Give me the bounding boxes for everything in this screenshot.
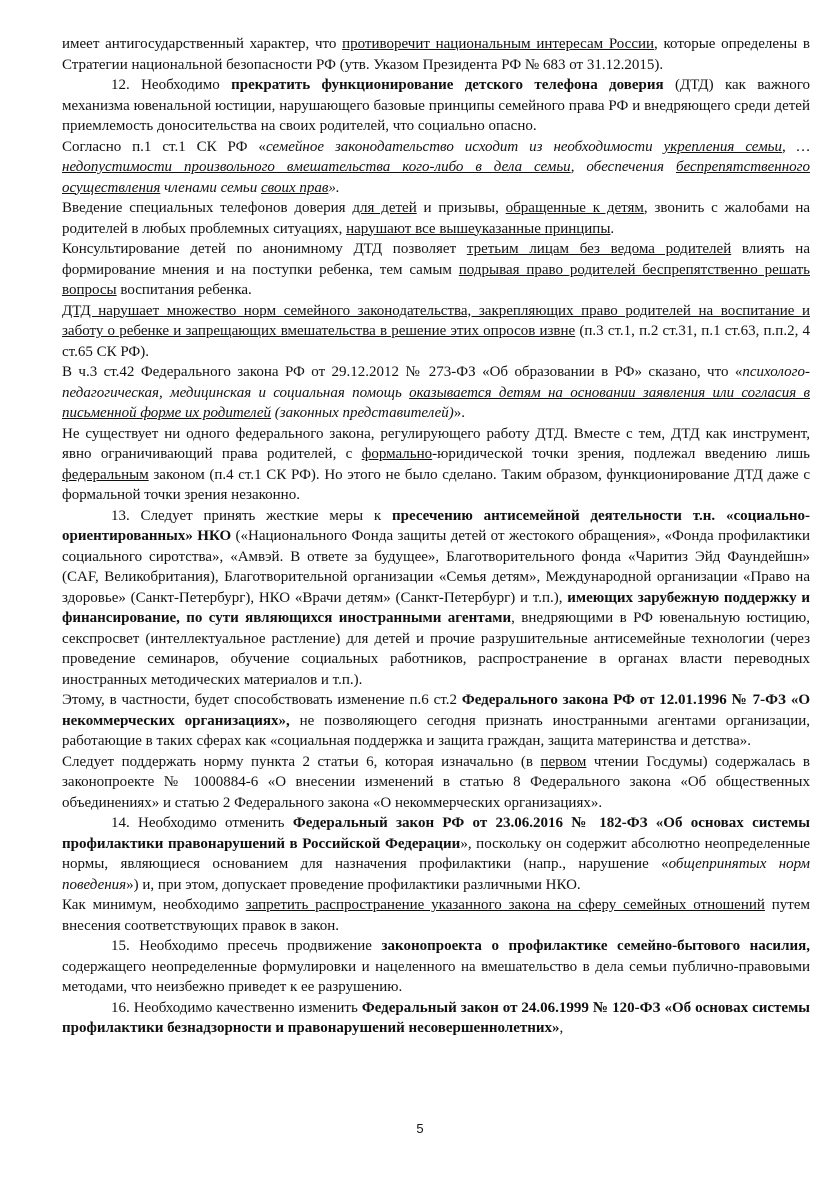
- italic-text: (законных представителей): [271, 405, 454, 421]
- italic-text: психолого-педагогическая, медицинская и социальная помощь: [62, 364, 810, 401]
- paragraph-item-14: [62, 813, 810, 895]
- underlined-text: обращенные к детям: [505, 200, 644, 216]
- italic-text: членами семьи: [160, 179, 261, 196]
- text: ») и, при этом, допускает проведение профилактики различными НКО.: [126, 876, 581, 893]
- document-page: [62, 34, 810, 1039]
- text: путем внесения соответствующих правок в закон.: [62, 897, 810, 934]
- text: (ДТД) как важного механизма ювенальной юстиции, нарушающего базовые принципы семейного права РФ и внедряющего среди детей приемлемость доносительства на своих родителей, что социально опасно.: [62, 77, 811, 134]
- bold-text: Федеральный закон от 24.06.1999 № 120-ФЗ «Об основах системы профилактики безнадзорности и правонарушений несовершеннолетних»: [62, 999, 811, 1036]
- text: Этому, в частности, будет способствовать изменение п.6 ст.2: [62, 692, 462, 708]
- paragraph-nko-law: [62, 690, 810, 752]
- text: », поскольку он содержит абсолютно неопределенные нормы, являющиеся основанием для назначения профилактики (напр., нарушение «: [62, 835, 811, 872]
- underlined-text: федеральным: [62, 466, 149, 483]
- underlined-text: формально: [361, 446, 433, 462]
- bold-text: Федеральный закон РФ от 23.06.2016 № 182-ФЗ «Об основах системы профилактики правонарушений в Российской Федерации: [62, 815, 810, 852]
- italic-text: , …: [781, 138, 810, 155]
- text: воспитания ребенка.: [116, 282, 252, 298]
- italic-underlined-text: беспрепятственного осуществления: [62, 159, 810, 196]
- text: Не существует ни одного федерального закона, регулирующего работу ДТД. Вместе с тем, ДТД как инструмент, явно ограничивающий права родителей, с: [62, 425, 810, 462]
- paragraph-item-15: [62, 936, 810, 998]
- text: и призывы,: [416, 200, 506, 216]
- paragraph-item-16: [62, 998, 810, 1039]
- paragraph-violations: [62, 301, 810, 363]
- bold-text: Федерального закона РФ от 12.01.1996 № 7-ФЗ «О некоммерческих организациях»,: [62, 692, 810, 729]
- text: , которые определены в Стратегии национальной безопасности РФ (утв. Указом Президента РФ № 683 от 31.12.2015).: [62, 36, 810, 73]
- text: , звонить с жалобами на родителей в любых проблемных ситуациях,: [62, 200, 811, 237]
- paragraph-family-code-quote: [62, 137, 810, 199]
- italic-text: , обеспечения: [570, 159, 676, 175]
- paragraph-item-13: [62, 506, 810, 691]
- paragraph-helplines: [62, 198, 810, 239]
- underlined-text: подрывая право родителей беспрепятственно решать вопросы: [62, 261, 810, 298]
- italic-text: семейное законодательство исходит из необходимости: [265, 138, 664, 155]
- text: не позволяющего сегодня признать иностранными агентами организации, работающие в таких сферах как «социальная поддержка и защита граждан, защита материнства и детства».: [62, 712, 810, 749]
- italic-underlined-text: оказывается детям на основании заявления или согласия в письменной форме их родителей: [62, 384, 810, 421]
- paragraph-1: [62, 34, 810, 75]
- text: , внедряющими в РФ ювенальную юстицию, секспросвет (интеллектуальное растление) для детей и прочие разрушительные антисемейные технологии (через проведение семинаров, обучение социальных работников, распространение в органах власти переводных иностранных методических материалов и т.п.).: [62, 610, 810, 688]
- underlined-text: третьим лицам без ведома родителей: [466, 241, 732, 257]
- text: В ч.3 ст.42 Федерального закона РФ от 29.12.2012 № 273-ФЗ «Об образовании в РФ» сказано, что «: [62, 364, 743, 380]
- paragraph-education-law: [62, 362, 810, 424]
- italic-underlined-text: укрепления семьи: [663, 138, 782, 155]
- underlined-text: первом: [540, 753, 587, 770]
- text: чтении Госдумы) содержалась в законопроекте № 1000884-6 «О внесении изменений в статью 8 Федерального закона «Об общественных объединениях» и статью 2 Федерального закона «О некоммерческих организациях».: [62, 753, 810, 811]
- text: 14. Необходимо отменить: [111, 815, 293, 831]
- underlined-text: для детей: [352, 200, 417, 216]
- underlined-text: противоречит национальным интересам России: [342, 36, 655, 52]
- text: .: [610, 220, 615, 237]
- bold-text: пресечению антисемейной деятельности т.н. «социально-ориентированных» НКО: [62, 507, 811, 544]
- text: 15. Необходимо пресечь продвижение: [111, 938, 382, 954]
- text: -юридической точки зрения, подлежал введению лишь: [432, 446, 810, 462]
- underlined-text: запретить распространение указанного закона на сферу семейных отношений: [245, 897, 765, 913]
- bold-text: законопроекта о профилактике семейно-бытового насилия,: [381, 938, 810, 954]
- italic-text: общепринятых норм поведения: [62, 856, 811, 893]
- bold-text: прекратить функционирование детского телефона доверия: [231, 77, 664, 93]
- italic-underlined-text: своих прав: [261, 179, 329, 196]
- text: 12. Необходимо: [111, 77, 232, 93]
- text: влиять на формирование мнения и на поступки ребенка, тем самым: [62, 241, 810, 278]
- text: («Национального Фонда защиты детей от жестокого обращения», «Фонда профилактики социального сиротства», «Амвэй. В ответе за будущее», Благотворительного фонда «Чаритиз Эйд Фаундейшн» (CAF, Великобритания), Благотворительной организации «Семья детям», Международной организации «Право на здоровье» (Санкт-Петербург), НКО «Врачи детям» (Санкт-Петербург) и т.п.),: [62, 528, 810, 606]
- underlined-text: нарушают все вышеуказанные принципы: [346, 220, 611, 237]
- text: ».: [453, 405, 466, 421]
- paragraph-support-norm: [62, 752, 810, 814]
- text: имеет антигосударственный характер, что: [62, 36, 343, 52]
- text: содержащего неопределенные формулировки и нацеленного на вмешательство в дела семьи публично-правовыми методами, что неизбежно приведет к ее разрушению.: [62, 958, 810, 995]
- paragraph-item-12: [62, 75, 810, 137]
- paragraph-no-federal-law: [62, 424, 810, 506]
- paragraph-consulting: [62, 239, 810, 301]
- italic-underlined-text: недопустимости произвольного вмешательства кого-либо в дела семьи: [62, 159, 571, 175]
- text: ».: [328, 179, 340, 196]
- text: Как минимум, необходимо: [62, 897, 246, 913]
- text: Введение специальных телефонов доверия: [62, 200, 353, 216]
- text: ,: [559, 1020, 564, 1036]
- bold-text: имеющих зарубежную поддержку и финансирование, по сути являющихся иностранными агентами: [62, 589, 810, 626]
- text: 16. Необходимо качественно изменить: [111, 999, 362, 1016]
- page-number: 5: [416, 1121, 424, 1136]
- text: Следует поддержать норму пункта 2 статьи 6, которая изначально (в: [62, 753, 541, 770]
- text: законом (п.4 ст.1 СК РФ). Но этого не было сделано. Таким образом, функционирование ДТД даже с формальной точки зрения незаконно.: [62, 466, 810, 503]
- text: (п.3 ст.1, п.2 ст.31, п.1 ст.63, п.п.2, 4 ст.65 СК РФ).: [62, 323, 810, 360]
- underlined-text: ДТД нарушает множество норм семейного законодательства, закрепляющих право родителей на воспитание и заботу о ребенке и запрещающих вмешательства в решение этих опросов извне: [62, 302, 810, 339]
- text: Консультирование детей по анонимному ДТД позволяет: [62, 241, 467, 257]
- paragraph-minimum: [62, 895, 810, 936]
- text: Согласно п.1 ст.1 СК РФ «: [62, 138, 266, 155]
- text: 13. Следует принять жесткие меры к: [111, 507, 392, 524]
